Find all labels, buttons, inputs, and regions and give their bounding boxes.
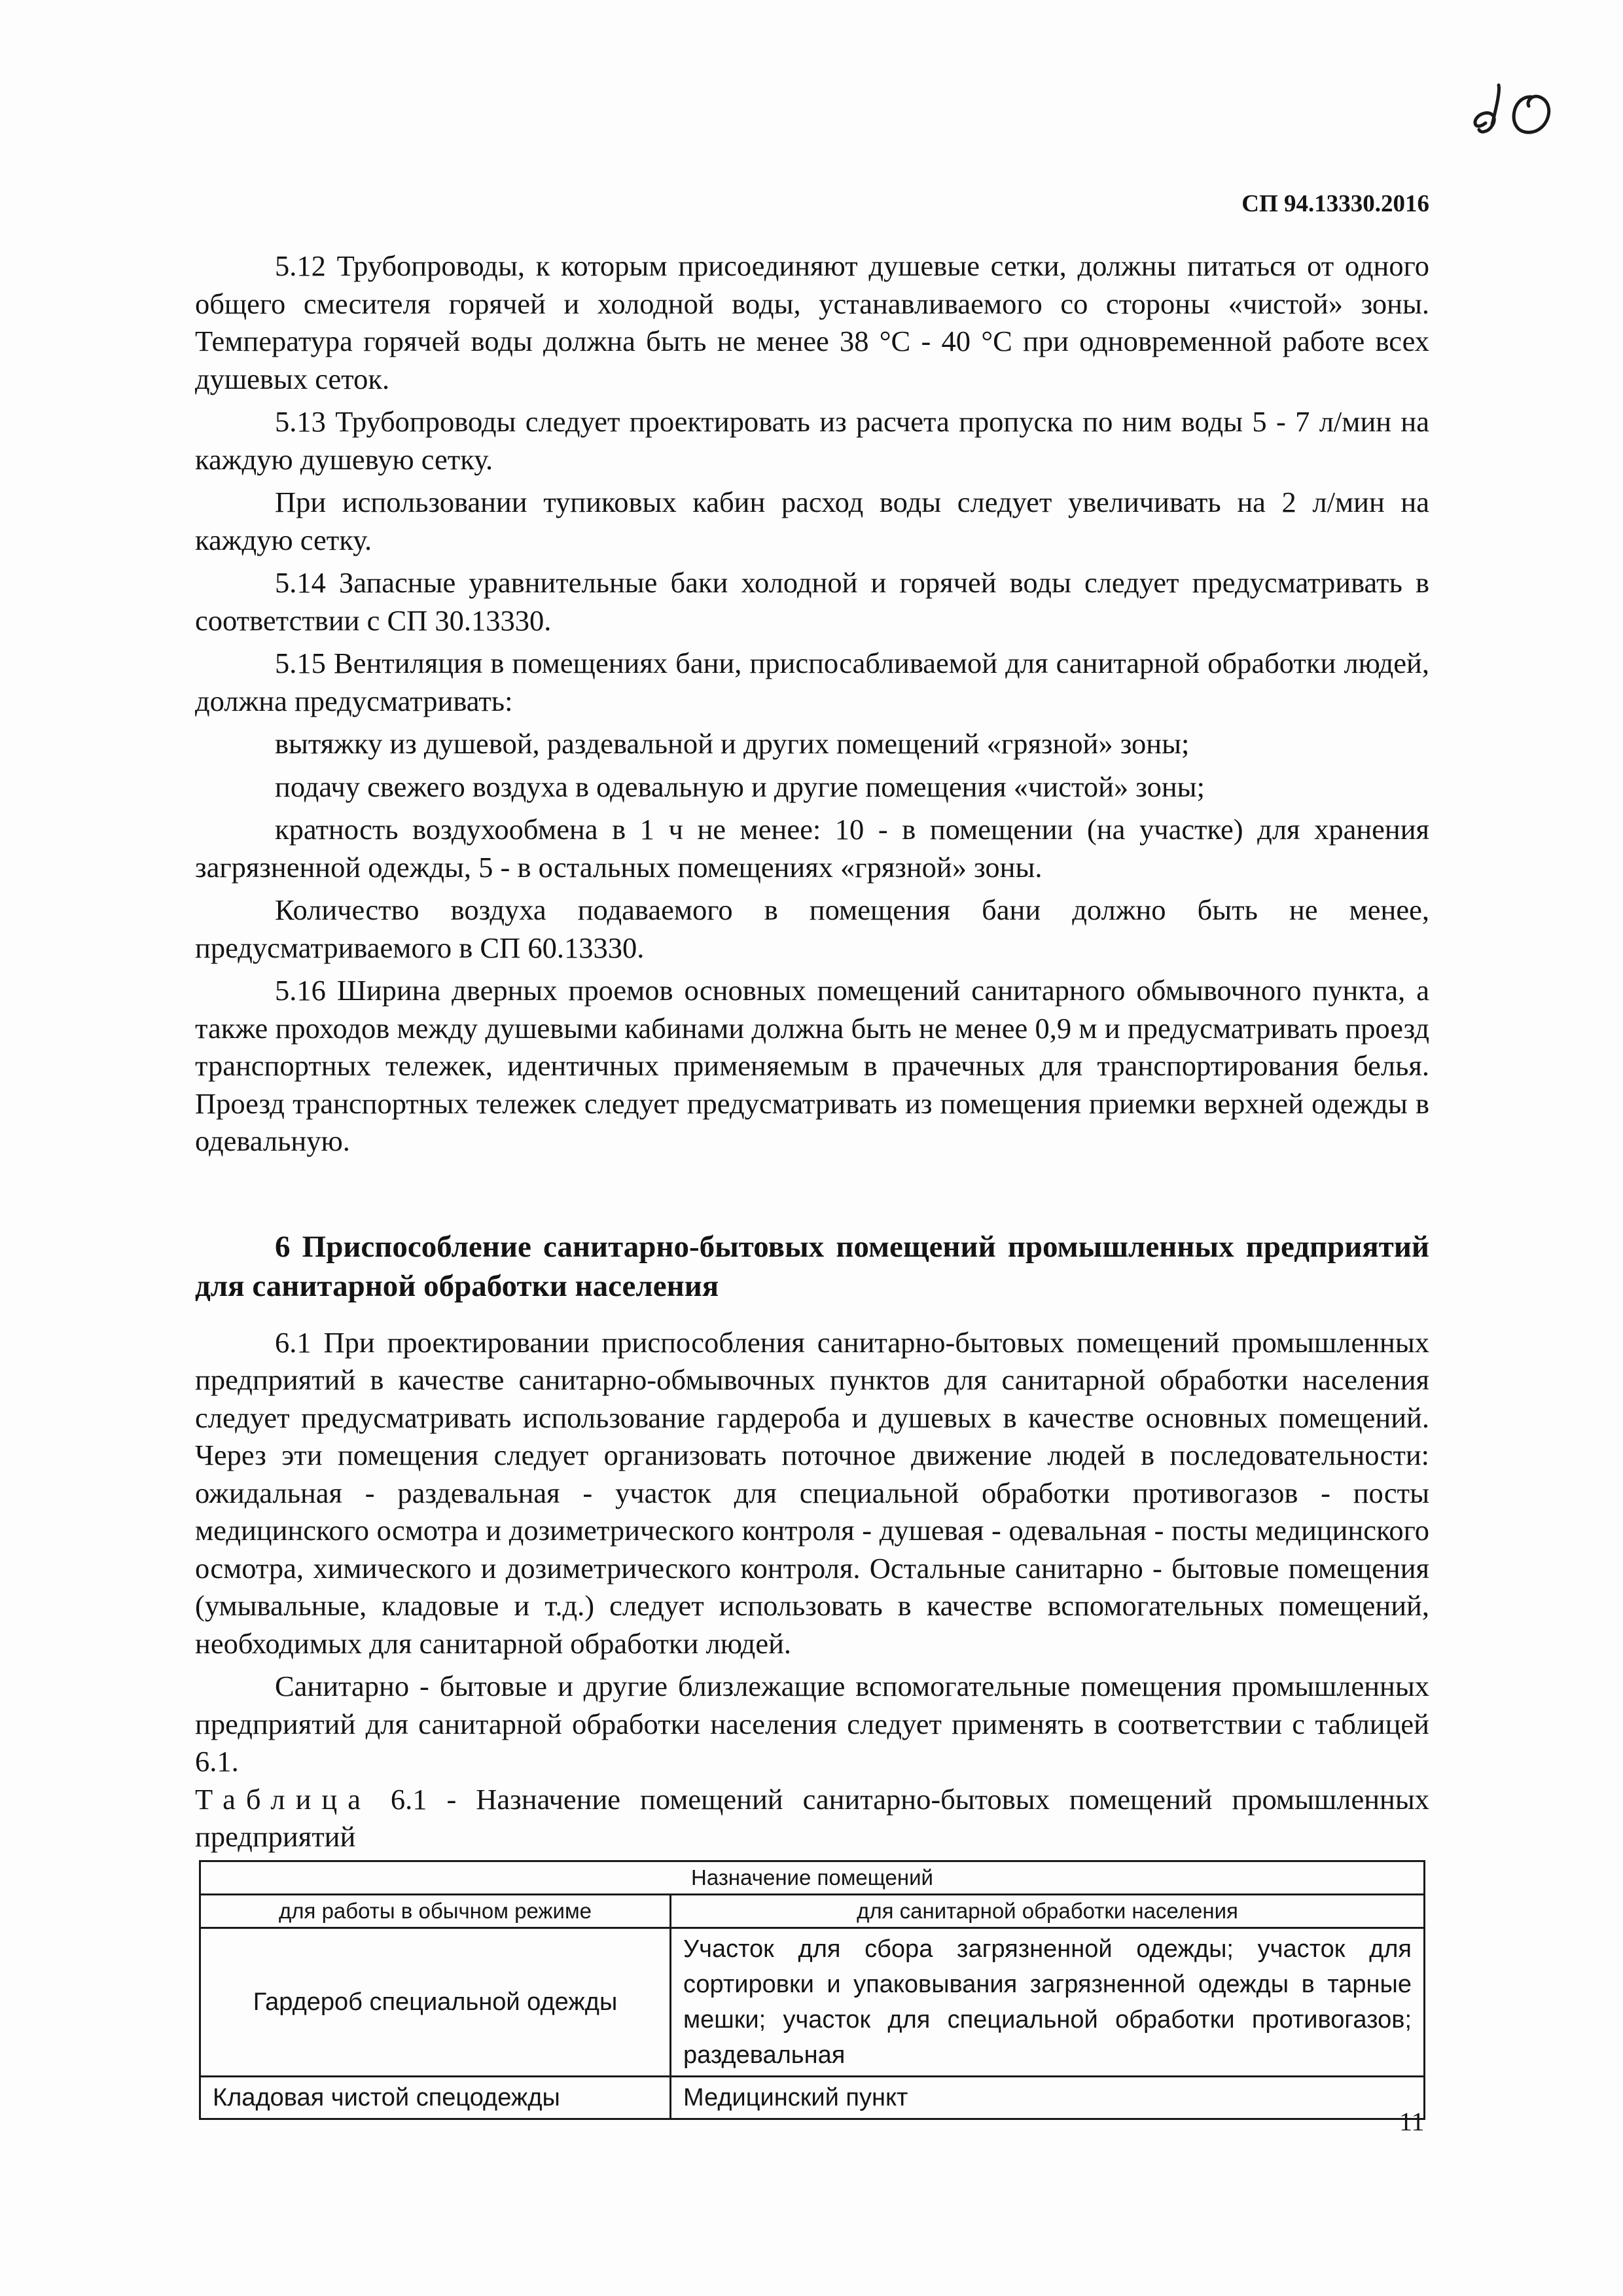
- paragraph-5-15: 5.15 Вентиляция в помещениях бани, приспосабливаемой для санитарной обработки людей, должна предусматривать:: [195, 647, 1429, 717]
- column-header-sanitary-treatment: для санитарной обработки населения: [671, 1894, 1425, 1928]
- list-item-exhaust: вытяжку из душевой, раздевальной и других помещений «грязной» зоны;: [275, 727, 1190, 760]
- document-body: [195, 247, 1429, 2120]
- paragraph-table-reference: Санитарно - бытовые и другие близлежащие вспомогательные помещения промышленных предприятий для санитарной обработки населения следует применять в соответствии с таблицей 6.1.: [195, 1670, 1429, 1778]
- paragraph-5-13: 5.13 Трубопроводы следует проектировать из расчета пропуска по ним воды 5 - 7 л/мин на каждую душевую сетку.: [195, 405, 1429, 476]
- list-item-air-exchange: кратность воздухообмена в 1 ч не менее: 10 - в помещении (на участке) для хранения загрязненной одежды, 5 - в остальных помещениях «грязной» зоны.: [195, 813, 1429, 884]
- table-group-header-row: [200, 1861, 1425, 1894]
- table-caption-label: Таблица: [195, 1782, 371, 1816]
- paragraph-dead-end-cabins: При использовании тупиковых кабин расход воды следует увеличивать на 2 л/мин на каждую сетку.: [195, 486, 1429, 556]
- purpose-table: [199, 1860, 1425, 2120]
- table-caption-text: 6.1 - Назначение помещений санитарно-бытовых помещений промышленных предприятий: [195, 1782, 1429, 1853]
- section-6-heading: 6 Приспособление санитарно-бытовых помещений промышленных предприятий для санитарной обработки населения: [195, 1229, 1429, 1303]
- table-header-row: [200, 1894, 1425, 1928]
- table-6-1: [199, 1860, 1425, 2120]
- paragraph-6-1: 6.1 При проектировании приспособления санитарно-бытовых помещений промышленных предприятий в качестве санитарно-обмывочных пунктов для санитарной обработки населения следует предусматривать использование гардероба и душевых в качестве основных помещений. Через эти помещения следует организовать поточное движение людей в последовательности: ожидальная - раздевальная - участок для специальной обработки противогазов - посты медицинского осмотра и дозиметрического контроля - душевая - одевальная - посты медицинского осмотра, химического и дозиметрического контроля. Остальные санитарно - бытовые помещения (умывальные, кладовые и т.д.) следует использовать в качестве вспомогательных помещений, необходимых для санитарной обработки людей.: [195, 1325, 1429, 1660]
- table-cell: Медицинский пункт: [671, 2076, 1425, 2119]
- paragraph-5-12: 5.12 Трубопроводы, к которым присоединяют душевые сетки, должны питаться от одного общего смесителя горячей и холодной воды, устанавливаемого со стороны «чистой» зоны. Температура горячей воды должна быть не менее 38 °С - 40 °С при одновременной работе всех душевых сеток.: [195, 249, 1429, 395]
- table-cell: Кладовая чистой спецодежды: [200, 2076, 671, 2119]
- table-caption: [195, 1781, 1429, 1856]
- paragraph-air-quantity: Количество воздуха подаваемого в помещения бани должно быть не менее, предусматриваемого в СП 60.13330.: [195, 893, 1429, 964]
- table-group-header: Назначение помещений: [200, 1861, 1425, 1894]
- document-code: СП 94.13330.2016: [1241, 190, 1429, 217]
- table-row: [200, 1928, 1425, 2076]
- paragraph-5-16: 5.16 Ширина дверных проемов основных помещений санитарного обмывочного пункта, а также проходов между душевыми кабинами должна быть не менее 0,9 м и предусматривать проезд транспортных тележек, идентичных применяемым в прачечных для транспортирования белья. Проезд транспортных тележек следует предусматривать из помещения приемки верхней одежды в одевальную.: [195, 974, 1429, 1157]
- paragraph-5-14: 5.14 Запасные уравнительные баки холодной и горячей воды следует предусматривать в соответствии с СП 30.13330.: [195, 566, 1429, 637]
- table-row: [200, 2076, 1425, 2119]
- column-header-normal-mode: для работы в обычном режиме: [200, 1894, 671, 1928]
- table-cell: Участок для сбора загрязненной одежды; участок для сортировки и упаковывания загрязненной одежды в тарные мешки; участок для специальной обработки противогазов; раздевальная: [671, 1928, 1425, 2076]
- table-cell: Гардероб специальной одежды: [200, 1928, 671, 2076]
- list-item-supply-air: подачу свежего воздуха в одевальную и другие помещения «чистой» зоны;: [275, 770, 1205, 803]
- page-number: 11: [1399, 2107, 1425, 2136]
- handwritten-page-mark: [1466, 77, 1577, 149]
